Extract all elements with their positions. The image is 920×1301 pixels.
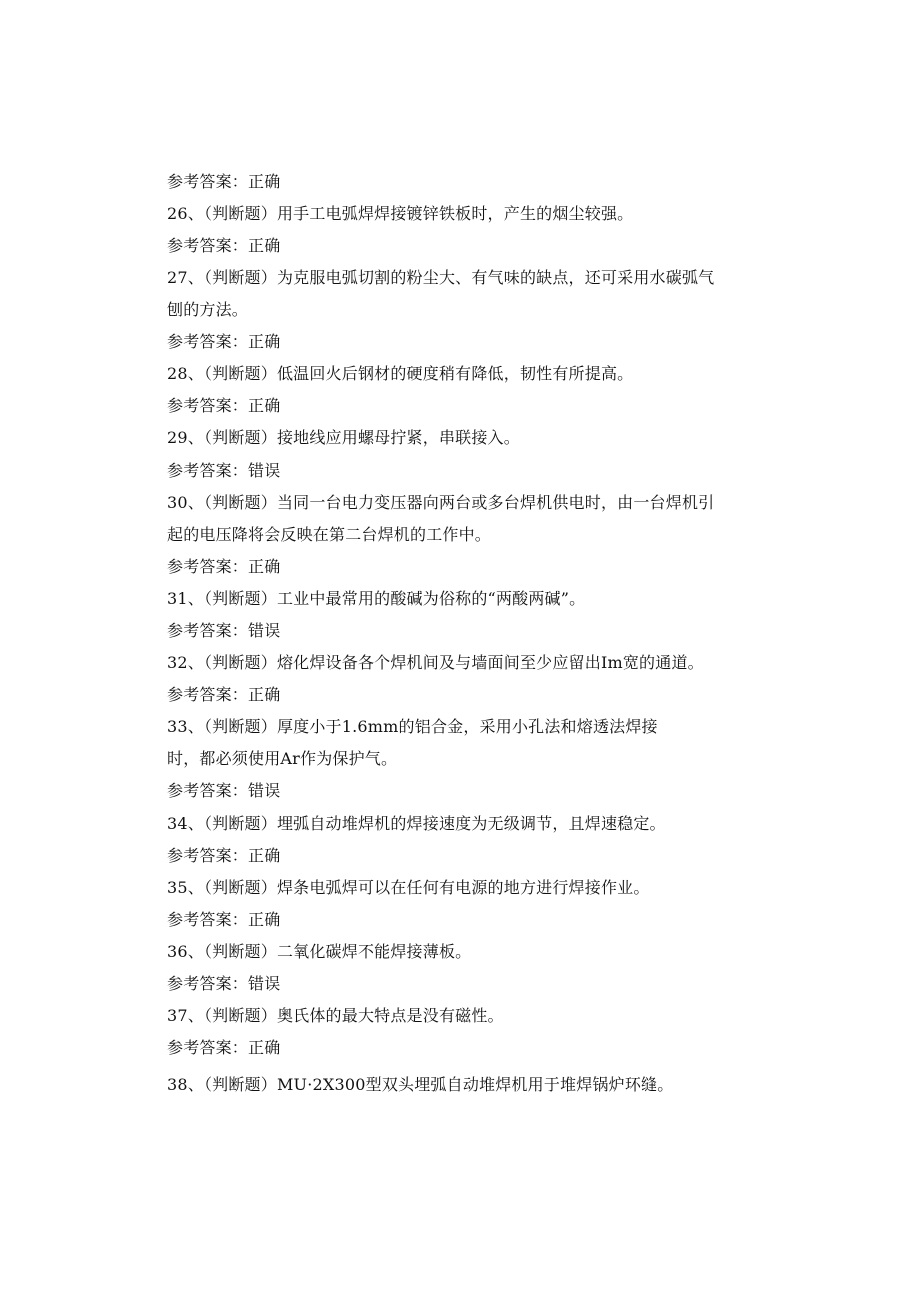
question-37: 37、（判断题）奥氏体的最大特点是没有磁性。 bbox=[167, 1006, 504, 1025]
answer-line: 参考答案：错误 bbox=[167, 974, 281, 993]
question-30: 30、（判断题）当同一台电力变压器向两台或多台焊机供电时，由一台焊机引 bbox=[167, 493, 715, 512]
question-31: 31、（判断题）工业中最常用的酸碱为俗称的“两酸两碱”。 bbox=[167, 589, 586, 608]
question-27-continued: 刨的方法。 bbox=[167, 300, 249, 319]
question-26: 26、（判断题）用手工电弧焊焊接镀锌铁板时，产生的烟尘较强。 bbox=[167, 204, 634, 223]
answer-line: 参考答案：正确 bbox=[167, 332, 281, 351]
question-33-continued: 时，都必须使用Ar作为保护气。 bbox=[167, 749, 398, 768]
question-35: 35、（判断题）焊条电弧焊可以在任何有电源的地方进行焊接作业。 bbox=[167, 878, 650, 897]
answer-line: 参考答案：正确 bbox=[167, 846, 281, 865]
question-33: 33、（判断题）厚度小于1.6mm的铝合金，采用小孔法和熔透法焊接 bbox=[167, 717, 658, 736]
answer-line: 参考答案：错误 bbox=[167, 621, 281, 640]
answer-line: 参考答案：正确 bbox=[167, 396, 281, 415]
answer-line: 参考答案：正确 bbox=[167, 557, 281, 576]
answer-line: 参考答案：正确 bbox=[167, 685, 281, 704]
answer-line: 参考答案：正确 bbox=[167, 1038, 281, 1057]
question-34: 34、（判断题）埋弧自动堆焊机的焊接速度为无级调节，且焊速稳定。 bbox=[167, 814, 666, 833]
answer-line: 参考答案：正确 bbox=[167, 172, 281, 191]
question-28: 28、（判断题）低温回火后钢材的硬度稍有降低，韧性有所提高。 bbox=[167, 364, 634, 383]
answer-line: 参考答案：正确 bbox=[167, 910, 281, 929]
question-38: 38、（判断题）MU·2X300型双头埋弧自动堆焊机用于堆焊锅炉环缝。 bbox=[167, 1075, 674, 1094]
question-27: 27、（判断题）为克服电弧切割的粉尘大、有气味的缺点，还可采用水碳弧气 bbox=[167, 268, 715, 287]
question-29: 29、（判断题）接地线应用螺母拧紧，串联接入。 bbox=[167, 428, 520, 447]
answer-line: 参考答案：正确 bbox=[167, 236, 281, 255]
question-36: 36、（判断题）二氧化碳焊不能焊接薄板。 bbox=[167, 942, 472, 961]
answer-line: 参考答案：错误 bbox=[167, 461, 281, 480]
question-30-continued: 起的电压降将会反映在第二台焊机的工作中。 bbox=[167, 525, 492, 544]
answer-line: 参考答案：错误 bbox=[167, 781, 281, 800]
question-32: 32、（判断题）熔化焊设备各个焊机间及与墙面间至少应留出Im宽的通道。 bbox=[167, 653, 704, 672]
